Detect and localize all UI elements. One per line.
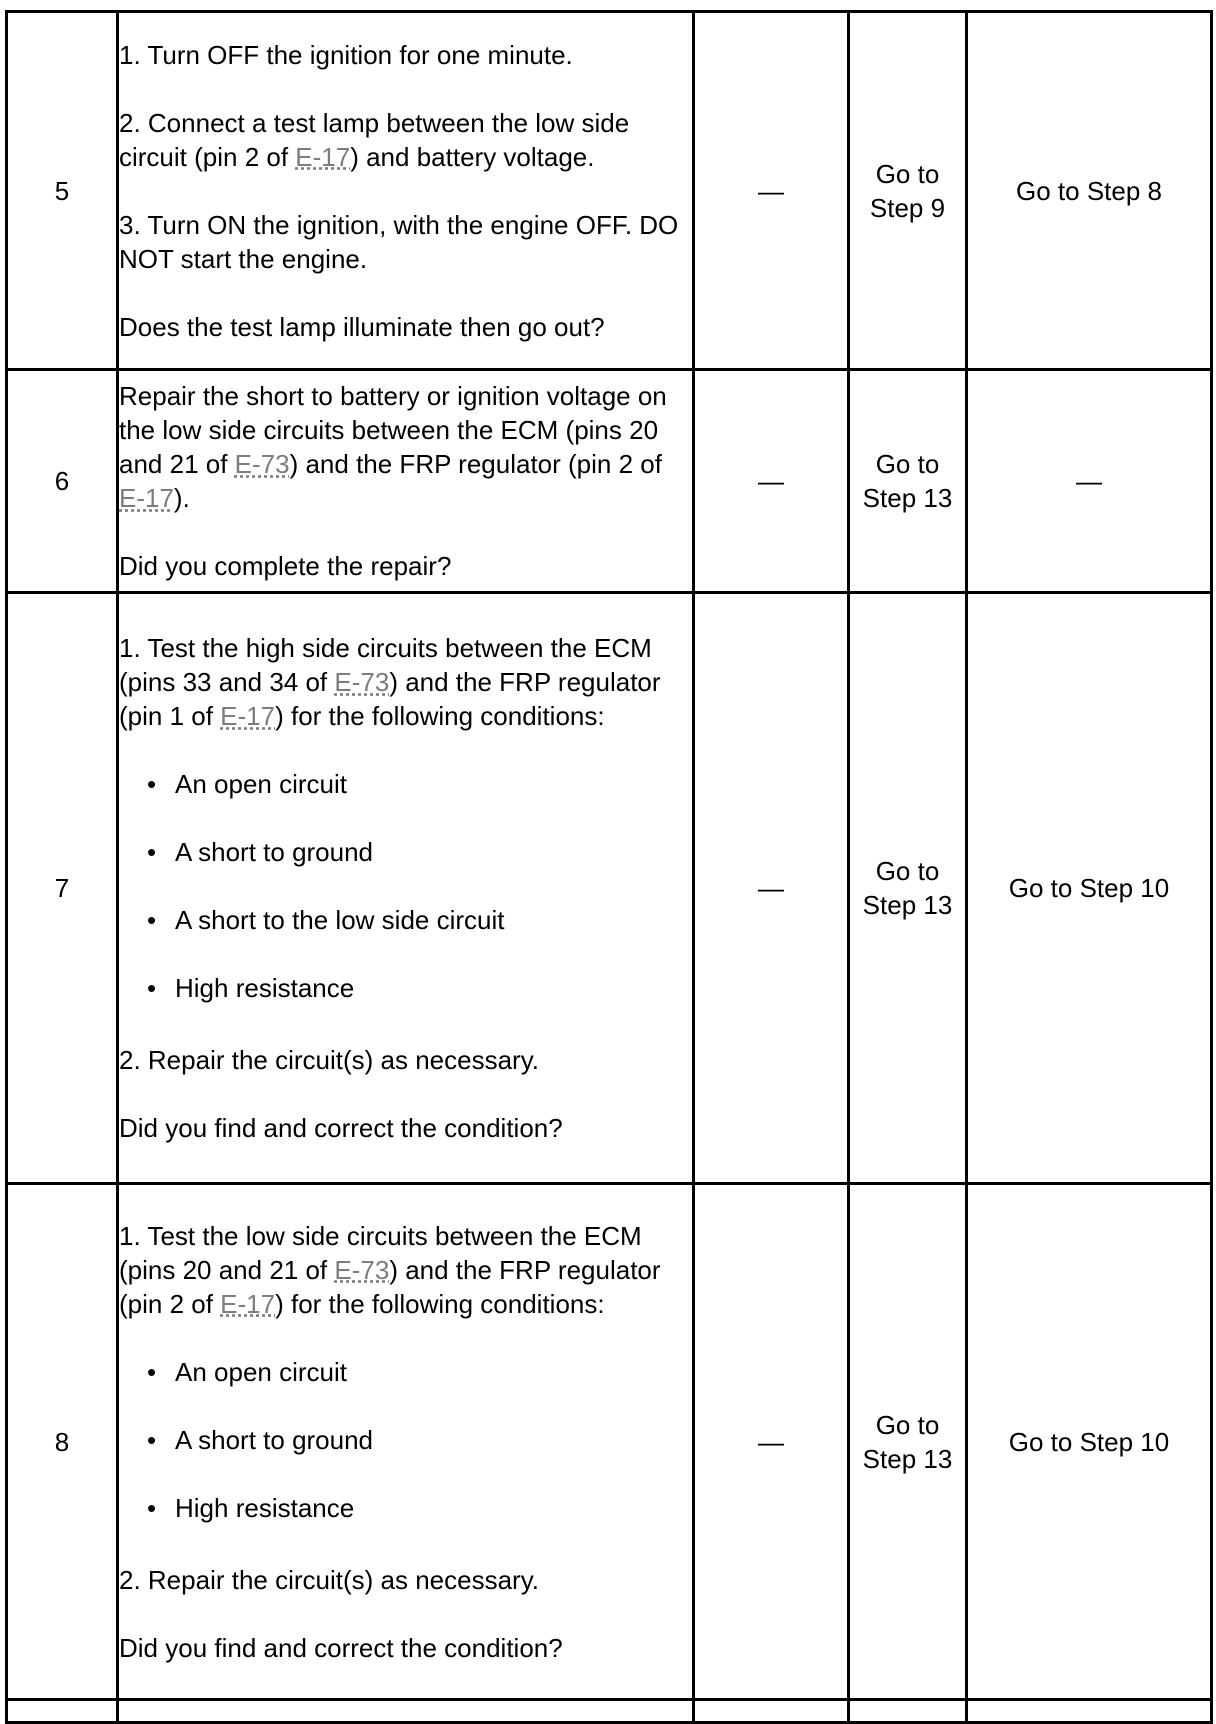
yes-cell: Go to Step 13	[849, 593, 967, 1184]
yes-cell: Go to Step 9	[849, 12, 967, 370]
action-text: 1. Test the high side circuits between the ECM (pins 33 and 34 of E-73) and the FRP regulator (pin 1 of E-17) for the following conditions:	[119, 633, 661, 731]
bullet-item: • An open circuit	[147, 769, 347, 799]
no-cell: Go to Step 8	[967, 12, 1212, 370]
action-cell	[118, 593, 694, 1184]
table-row	[7, 12, 1212, 370]
action-question: Does the test lamp illuminate then go out?	[119, 311, 605, 342]
action-cell	[118, 1184, 694, 1700]
action-question: Did you complete the repair?	[119, 551, 452, 581]
step-number: 7	[7, 593, 118, 1184]
yes-cell: Go to Step 13	[849, 1184, 967, 1700]
bullet-icon: •	[147, 1492, 157, 1523]
action-text: 3. Turn ON the ignition, with the engine OFF. DO NOT start the engine.	[119, 209, 679, 274]
bullet-item: • High resistance	[147, 1492, 355, 1523]
table-row	[7, 1184, 1212, 1700]
value-cell: —	[694, 12, 849, 370]
step-number: 8	[7, 1184, 118, 1700]
bullet-icon: •	[147, 769, 157, 799]
connector-link-e17[interactable]: E-17	[220, 701, 276, 731]
action-text: 2. Repair the circuit(s) as necessary.	[119, 1564, 539, 1595]
table-cell	[7, 1700, 118, 1723]
table-row	[7, 1700, 1212, 1723]
connector-link-e17[interactable]: E-17	[119, 483, 174, 513]
value-cell: —	[694, 370, 849, 593]
bullet-item: • A short to the low side circuit	[147, 905, 505, 935]
action-question: Did you find and correct the condition?	[119, 1632, 563, 1663]
connector-link-e17[interactable]: E-17	[295, 141, 351, 172]
table-cell	[694, 1700, 849, 1723]
action-text: 2. Repair the circuit(s) as necessary.	[119, 1045, 539, 1075]
action-cell	[118, 12, 694, 370]
no-cell: —	[967, 370, 1212, 593]
action-text: Repair the short to battery or ignition voltage on the low side circuits between the ECM (pins 20 and 21 of E-73) and the FRP regulator (pin 2 of E-17).	[119, 381, 667, 513]
no-cell: Go to Step 10	[967, 1184, 1212, 1700]
bullet-icon: •	[147, 1424, 157, 1455]
table-cell	[967, 1700, 1212, 1723]
bullet-item: • An open circuit	[147, 1356, 347, 1387]
connector-link-e73[interactable]: E-73	[334, 1254, 390, 1285]
bullet-item: • A short to ground	[147, 837, 374, 867]
connector-link-e73[interactable]: E-73	[334, 667, 390, 697]
bullet-icon: •	[147, 1356, 157, 1387]
step-number: 6	[7, 370, 118, 593]
diagnostic-steps-table	[5, 10, 1213, 1724]
value-cell: —	[694, 593, 849, 1184]
step-number: 5	[7, 12, 118, 370]
table-row	[7, 593, 1212, 1184]
action-question: Did you find and correct the condition?	[119, 1113, 563, 1143]
bullet-icon: •	[147, 905, 157, 935]
bullet-icon: •	[147, 973, 157, 1003]
bullet-item: • A short to ground	[147, 1424, 374, 1455]
action-text: 2. Connect a test lamp between the low side circuit (pin 2 of E-17) and battery voltage.	[119, 107, 630, 172]
table-cell	[118, 1700, 694, 1723]
action-text: 1. Turn OFF the ignition for one minute.	[119, 39, 573, 70]
table-cell	[849, 1700, 967, 1723]
bullet-item: • High resistance	[147, 973, 355, 1003]
bullet-icon: •	[147, 837, 157, 867]
no-cell: Go to Step 10	[967, 593, 1212, 1184]
yes-cell: Go to Step 13	[849, 370, 967, 593]
connector-link-e73[interactable]: E-73	[234, 449, 290, 479]
action-text: 1. Test the low side circuits between the ECM (pins 20 and 21 of E-73) and the FRP regulator (pin 2 of E-17) for the following conditions:	[119, 1220, 661, 1319]
connector-link-e17[interactable]: E-17	[220, 1288, 276, 1319]
action-cell	[118, 370, 694, 593]
value-cell: —	[694, 1184, 849, 1700]
table-row	[7, 370, 1212, 593]
